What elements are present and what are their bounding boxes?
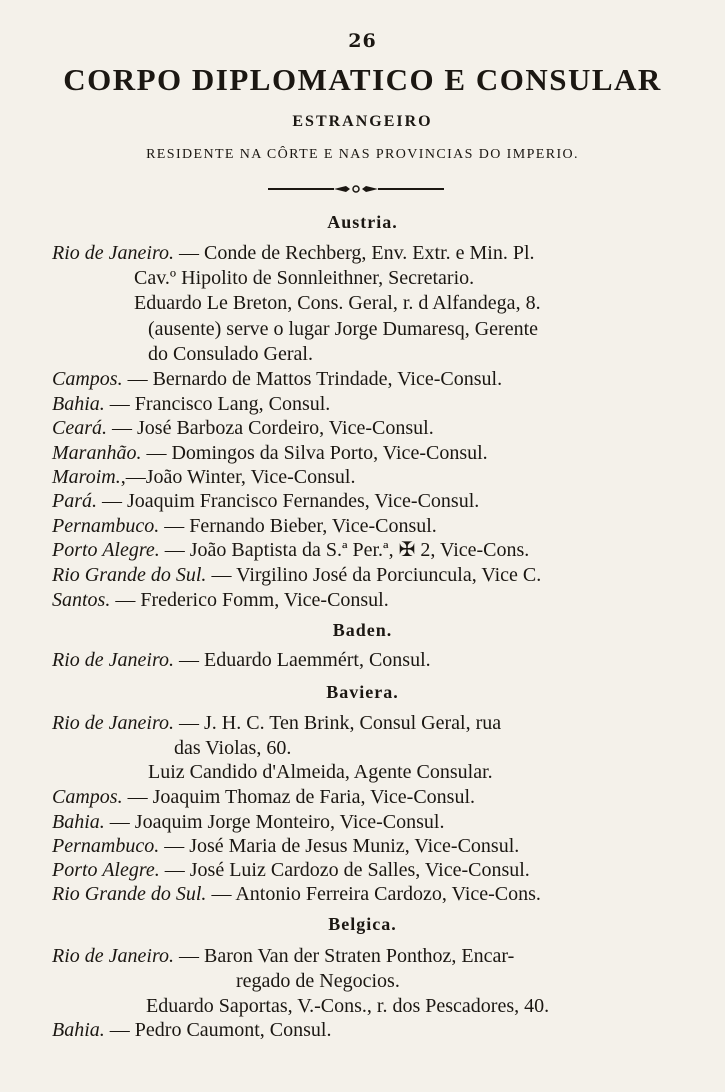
entry-line: Rio de Janeiro. — Conde de Rechberg, Env. Extr. e Min. Pl. (52, 242, 535, 264)
entry-line: Pernambuco. — José Maria de Jesus Muniz, Vice-Consul. (52, 835, 520, 857)
entry-line: Maranhão. — Domingos da Silva Porto, Vice-Consul. (52, 442, 488, 464)
entry-line: Porto Alegre. — José Luiz Cardozo de Salles, Vice-Consul. (52, 859, 530, 881)
page-number: 26 (348, 30, 377, 52)
entry-line: Rio de Janeiro. — J. H. C. Ten Brink, Consul Geral, rua (52, 712, 502, 734)
entry-line: Cav.º Hipolito de Sonnleithner, Secretario. (134, 267, 475, 289)
page-subtitle-residence: RESIDENTE NA CÔRTE E NAS PROVINCIAS DO IMPERIO. (146, 147, 579, 162)
section-heading-austria: Austria. (327, 212, 398, 232)
entry-line: das Violas, 60. (174, 737, 292, 759)
section-heading-baviera: Baviera. (326, 682, 399, 702)
entry-line: Porto Alegre. — João Baptista da S.ª Per.ª, ✠ 2, Vice-Cons. (52, 539, 530, 561)
entry-line: Santos. — Frederico Fomm, Vice-Consul. (52, 589, 389, 611)
entry-line: Maroim.,—João Winter, Vice-Consul. (52, 466, 356, 488)
entry-line: Ceará. — José Barboza Cordeiro, Vice-Consul. (52, 417, 434, 439)
page-subtitle: ESTRANGEIRO (292, 113, 433, 130)
entry-line: do Consulado Geral. (148, 343, 313, 365)
entry-line: Pernambuco. — Fernando Bieber, Vice-Consul. (52, 515, 437, 537)
entry-line: Bahia. — Joaquim Jorge Monteiro, Vice-Consul. (52, 811, 445, 833)
page-title: CORPO DIPLOMATICO E CONSULAR (63, 62, 662, 97)
entry-line: Rio de Janeiro. — Eduardo Laemmért, Consul. (52, 649, 431, 671)
entry-line: regado de Negocios. (236, 970, 400, 992)
ornament-divider-icon (268, 183, 444, 195)
entry-line: (ausente) serve o lugar Jorge Dumaresq, Gerente (148, 318, 539, 340)
entry-line: Rio Grande do Sul. — Virgilino José da Porciuncula, Vice C. (52, 564, 542, 586)
entry-line: Luiz Candido d'Almeida, Agente Consular. (148, 761, 493, 783)
entry-line: Bahia. — Francisco Lang, Consul. (52, 393, 331, 415)
entry-line: Rio Grande do Sul. — Antonio Ferreira Cardozo, Vice-Cons. (52, 883, 541, 905)
entry-line: Eduardo Saportas, V.-Cons., r. dos Pescadores, 40. (146, 995, 550, 1017)
entry-line: Eduardo Le Breton, Cons. Geral, r. d Alfandega, 8. (134, 292, 541, 314)
entry-line: Bahia. — Pedro Caumont, Consul. (52, 1019, 332, 1041)
entry-line: Pará. — Joaquim Francisco Fernandes, Vice-Consul. (52, 490, 480, 512)
section-heading-belgica: Belgica. (328, 914, 397, 934)
section-heading-baden: Baden. (332, 620, 393, 640)
entry-line: Campos. — Joaquim Thomaz de Faria, Vice-Consul. (52, 786, 476, 808)
entry-line: Campos. — Bernardo de Mattos Trindade, Vice-Consul. (52, 368, 503, 390)
entry-line: Rio de Janeiro. — Baron Van der Straten Ponthoz, Encar- (52, 945, 515, 967)
